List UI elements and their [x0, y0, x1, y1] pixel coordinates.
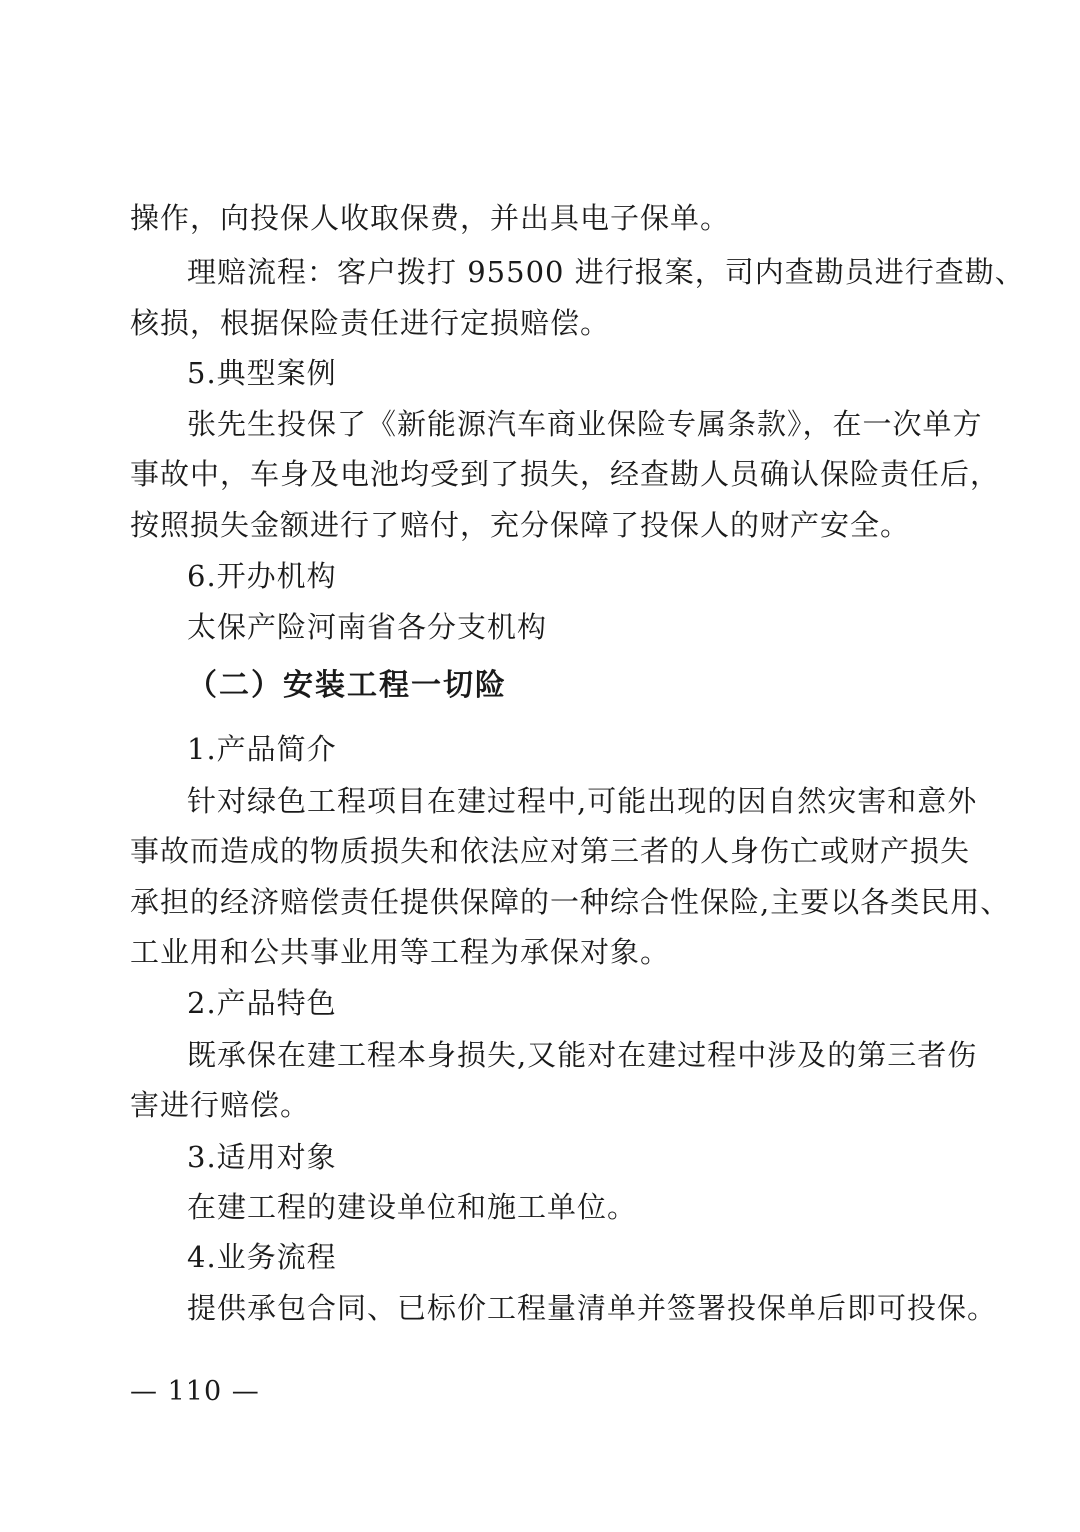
paragraph-line: 按照损失金额进行了赔付，充分保障了投保人的财产安全。	[130, 508, 911, 542]
paragraph-line: 承担的经济赔偿责任提供保障的一种综合性保险,主要以各类民用、	[130, 885, 1011, 919]
page-number: — 110 —	[130, 1376, 260, 1407]
paragraph-line: 既承保在建工程本身损失,又能对在建过程中涉及的第三者伤	[187, 1038, 978, 1072]
section-label: 1.产品简介	[187, 732, 337, 766]
section-label: 2.产品特色	[187, 986, 337, 1020]
paragraph-line: 害进行赔偿。	[130, 1088, 311, 1122]
paragraph-line: 事故中，车身及电池均受到了损失，经查勘人员确认保险责任后，	[130, 457, 1001, 491]
section-label: 5.典型案例	[187, 356, 337, 390]
section-label: 4.业务流程	[187, 1240, 337, 1274]
paragraph-line: 操作，向投保人收取保费，并出具电子保单。	[130, 201, 731, 235]
paragraph-line: 太保产险河南省各分支机构	[187, 610, 548, 644]
section-label: 6.开办机构	[187, 559, 337, 593]
paragraph-line: 张先生投保了《新能源汽车商业保险专属条款》，在一次单方	[187, 407, 983, 441]
paragraph-line: 核损，根据保险责任进行定损赔偿。	[130, 306, 611, 340]
paragraph-line: 理赔流程：客户拨打 95500 进行报案，司内查勘员进行查勘、	[187, 255, 1025, 289]
section-label: 3.适用对象	[187, 1140, 337, 1174]
paragraph-line: 在建工程的建设单位和施工单位。	[187, 1190, 638, 1224]
paragraph-line: 针对绿色工程项目在建过程中,可能出现的因自然灾害和意外	[187, 784, 978, 818]
paragraph-line: 事故而造成的物质损失和依法应对第三者的人身伤亡或财产损失	[130, 834, 971, 868]
paragraph-line: 工业用和公共事业用等工程为承保对象。	[130, 935, 671, 969]
paragraph-line: 提供承包合同、已标价工程量清单并签署投保单后即可投保。	[187, 1291, 998, 1325]
section-heading: （二）安装工程一切险	[187, 668, 507, 703]
